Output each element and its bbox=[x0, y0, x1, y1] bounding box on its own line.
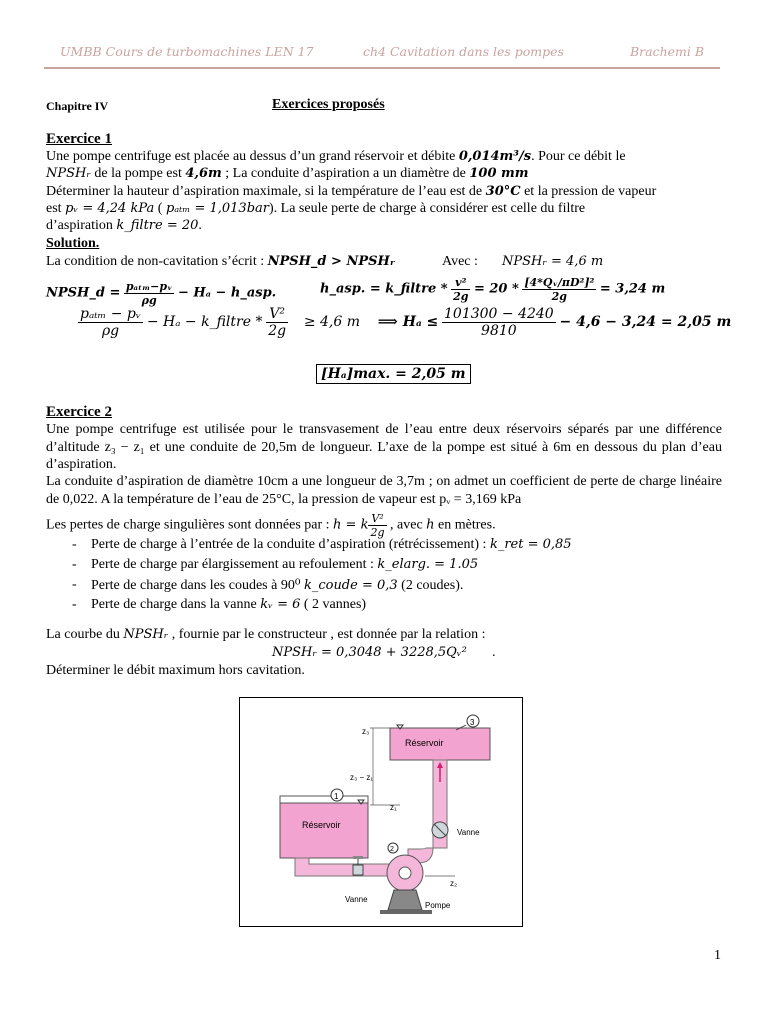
ex1-line5: d’aspiration k_filtre = 20. bbox=[46, 218, 202, 233]
page-title: Exercices proposés bbox=[272, 97, 385, 112]
bullet-marker: - bbox=[72, 597, 77, 612]
bullet-marker: - bbox=[72, 537, 77, 552]
pump-label: Pompe bbox=[425, 901, 451, 910]
bullet-item: Perte de charge dans les coudes à 90⁰ k_coude = 0,3 (2 coudes). bbox=[91, 578, 464, 593]
sol1-eq3: $\frac{\text{pₐₜₘ − pᵥ}}{\rho g}$ − Hₐ − k_filtre * $\frac{\text{V²}}{2g}$ ≥ 4,6 m ⟹ Hₐ ≤ $\frac{101300 - 4240}{9810}$ − 4,6 − 3,24 = 2,05 m bbox=[80, 306, 732, 339]
pump-diagram bbox=[240, 698, 522, 926]
ex2-question: Déterminer le débit maximum hors cavitation. bbox=[46, 663, 305, 678]
bullet-item: Perte de charge dans la vanne kᵥ = 6 ( 2 vannes) bbox=[91, 597, 367, 612]
ex2-curve-equation: NPSHᵣ = 0,3048 + 3228,5Qᵥ² bbox=[272, 645, 467, 660]
sol1-eq2: h_asp. = k_filtre * $\frac{\text{v²}}{2g}$ = 20 * $\frac{\text{[4*Qᵥ/πD²]²}}{2g}$ = 3,24 m bbox=[320, 276, 666, 303]
upper-reservoir-label: Réservoir bbox=[405, 738, 444, 748]
exercise-2-title: Exercice 2 bbox=[46, 404, 112, 420]
ex2-curve-dot: . bbox=[492, 645, 496, 660]
bullet-item: Perte de charge à l’entrée de la conduite d’aspiration (rétrécissement) : k_ret = 0,85 bbox=[91, 537, 572, 552]
lower-reservoir bbox=[280, 803, 368, 858]
sol1-npshr: NPSHᵣ = 4,6 m bbox=[502, 254, 604, 269]
solution-1-title: Solution. bbox=[46, 236, 100, 251]
ex1-line1: Une pompe centrifuge est placée au dessus d’un grand réservoir et débite 0,014m³/s. Pour ce débit le bbox=[46, 149, 626, 164]
ex1-line3: Déterminer la hauteur d’aspiration maximale, si la température de l’eau est de 30°C et la pression de vapeur bbox=[46, 184, 657, 199]
sol1-eq1: NPSH_d = $\frac{\text{pₐₜₘ−pᵥ}}{\rho g}$ − Hₐ − h_asp. bbox=[46, 280, 277, 307]
ex1-line4: est pᵥ = 4,24 kPa ( pₐₜₘ = 1,013bar). La seule perte de charge à considérer est celle du filtre bbox=[46, 201, 586, 216]
valve-left bbox=[353, 865, 363, 875]
ex2-curve-text: La courbe du NPSHᵣ , fournie par le constructeur , est donnée par la relation : bbox=[46, 627, 486, 642]
ex2-para2: La conduite d’aspiration de diamètre 10cm a une longueur de 3,7m ; on admet un coefficient de perte de charge linéaire de 0,022. A la température de l’eau de 25°C, la pression de vapeur est pᵥ = 3,169 kPa bbox=[46, 474, 722, 507]
ex2-para3: Les pertes de charge singulières sont données par : h = k $\frac{\text{V²}}{2g}$ , avec h en mètres. bbox=[46, 512, 496, 539]
z2-label: z₂ bbox=[450, 879, 458, 888]
header-course: UMBB Cours de turbomachines LEN 17 bbox=[60, 44, 314, 59]
page-number: 1 bbox=[714, 948, 721, 963]
ex2-para1: Une pompe centrifuge est utilisée pour le transvasement de l’eau entre deux réservoirs séparés par une différence d’altitude z₃ − z₁ et une conduite de 20,5m de longueur. L’axe de la pompe est situé à 6m en dessous du plan d’eau d’aspiration. bbox=[46, 422, 722, 472]
z3-z1-label: z₃ − z₁ bbox=[350, 773, 374, 782]
ex1-line2: NPSHᵣ de la pompe est 4,6m ; La conduite d’aspiration a un diamètre de 100 mm bbox=[46, 166, 529, 181]
bullet-marker: - bbox=[72, 557, 77, 572]
sol1-condition: La condition de non-cavitation s’écrit : NPSH_d > NPSHᵣ bbox=[46, 254, 396, 269]
bullet-item: Perte de charge par élargissement au refoulement : k_elarg. = 1.05 bbox=[91, 557, 479, 572]
lower-reservoir-label: Réservoir bbox=[302, 820, 341, 830]
sol1-avec: Avec : bbox=[442, 254, 478, 269]
header-rule bbox=[44, 67, 720, 69]
bullet-marker: - bbox=[72, 577, 77, 592]
pump-base bbox=[388, 890, 422, 910]
valve-right-label: Vanne bbox=[457, 828, 480, 837]
chapter-label: Chapitre IV bbox=[46, 99, 109, 113]
header-chapter: ch4 Cavitation dans les pompes bbox=[363, 44, 564, 59]
pump-diagram-frame bbox=[239, 697, 523, 927]
suction-pipe bbox=[295, 858, 390, 876]
sol1-result-box: [Hₐ]max. = 2,05 m bbox=[316, 364, 471, 384]
valve-left-label: Vanne bbox=[345, 895, 368, 904]
header-author: Brachemi B bbox=[630, 44, 705, 59]
number-3-label: 3 bbox=[470, 718, 475, 727]
number-2-label: 2 bbox=[390, 846, 394, 853]
number-1-label: 1 bbox=[334, 792, 339, 801]
z3-label: z₃ bbox=[362, 727, 370, 736]
z1-label: z₁ bbox=[390, 803, 397, 812]
exercise-1-title: Exercice 1 bbox=[46, 131, 112, 147]
